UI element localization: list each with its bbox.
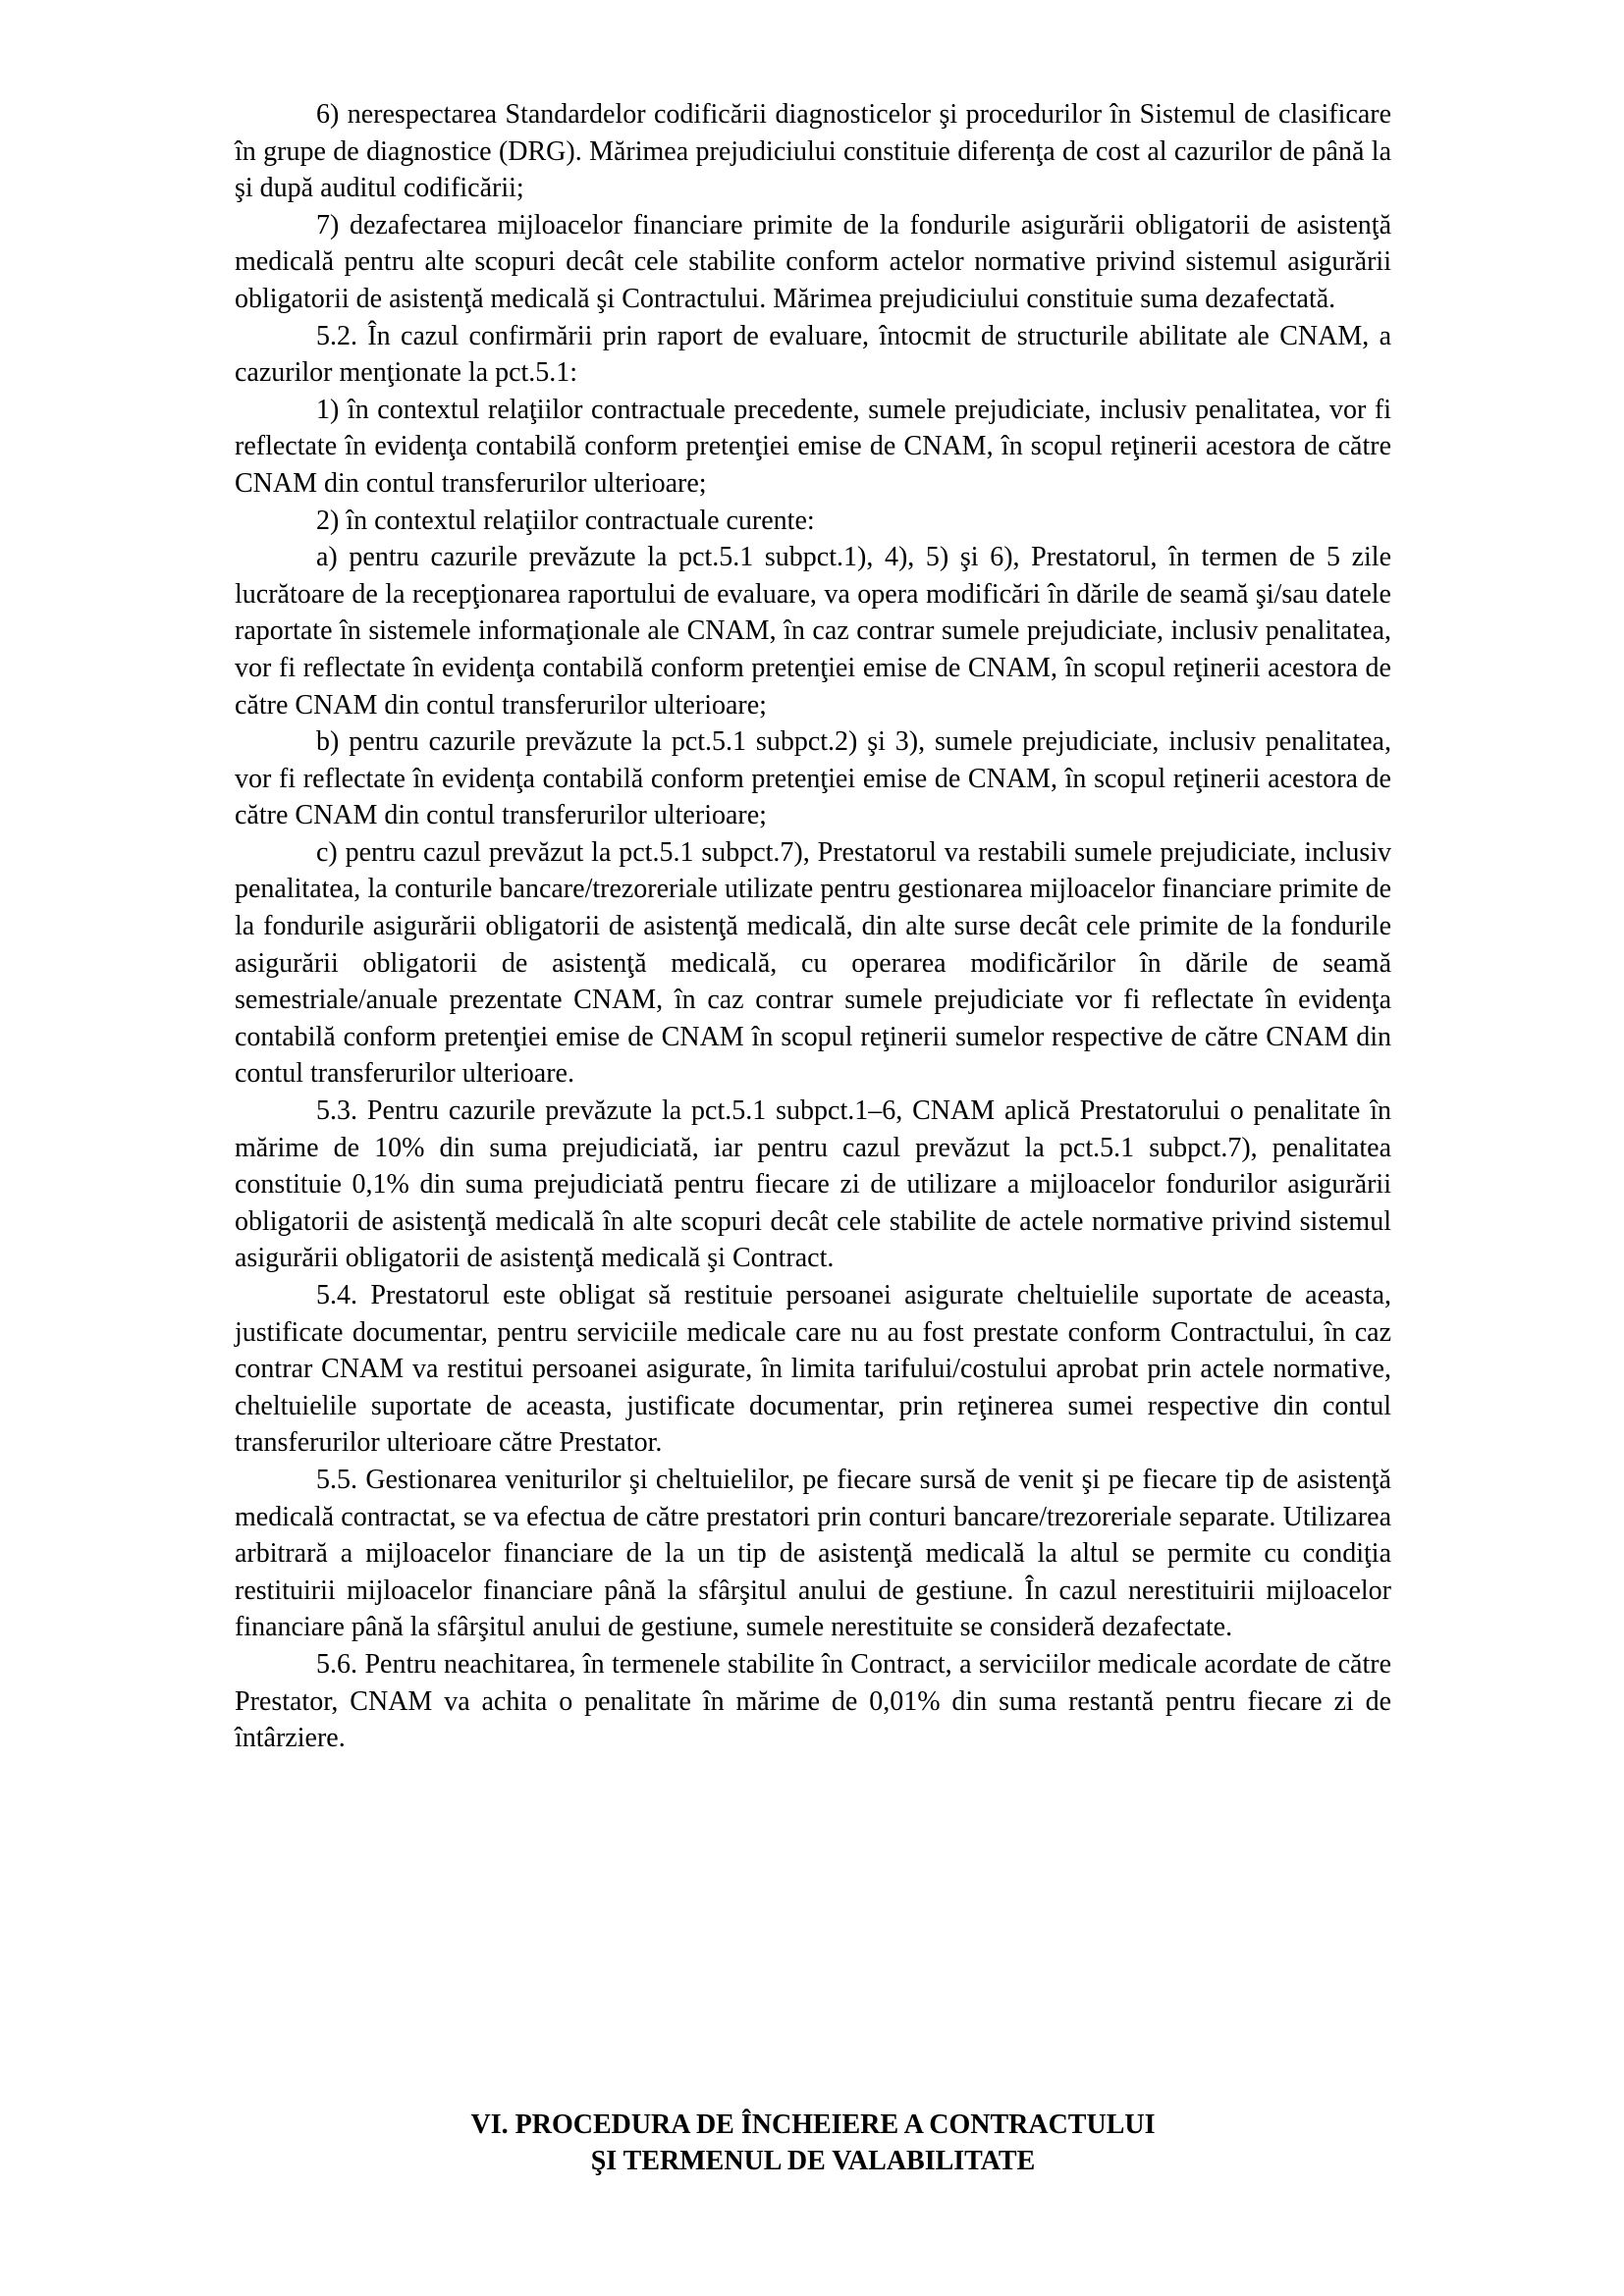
paragraph-5-2: 5.2. În cazul confirmării prin raport de evaluare, întocmit de structurile abilitate ale CNAM, a cazurilor menţionate la pct.5.1: xyxy=(235,320,1391,389)
paragraph-5-5: 5.5. Gestionarea veniturilor şi cheltuielilor, pe fiecare sursă de venit şi pe fiecare tip de asistenţă medicală contractat, se va efectua de către prestatori prin conturi bancare/trezoreriale separate. Utilizarea arbitrară a mijloacelor financiare de la un tip de asistenţă medicală la altul se permite cu condiţia restituirii mijloacelor financiare până la sfârşitul anului de gestiune. În cazul nerestituirii mijloacelor financiare până la sfârşitul anului de gestiune, sumele nerestituite se consideră dezafectate. xyxy=(235,1464,1391,1643)
paragraph-5-4: 5.4. Prestatorul este obligat să restituie persoanei asigurate cheltuielile suportate de aceasta, justificate documentar, pentru serviciile medicale care nu au fost prestate conform Contractului, în caz contrar CNAM va restitui persoanei asigurate, în limita tarifului/costului aprobat prin actele normative, cheltuielile suportate de aceasta, justificate documentar, prin reţinerea sumei respective din contul transferurilor ulterioare către Prestator. xyxy=(235,1280,1391,1459)
paragraph-5-2-point-2-b: b) pentru cazurile prevăzute la pct.5.1 subpct.2) şi 3), sumele prejudiciate, inclusiv penalitatea, vor fi reflectate în evidenţa contabilă conform pretenţiei emise de CNAM, în scopul reţinerii acestora de către CNAM din contul transferurilor ulterioare; xyxy=(235,726,1391,831)
paragraph-5-6: 5.6. Pentru neachitarea, în termenele stabilite în Contract, a serviciilor medicale acordate de către Prestator, CNAM va achita o penalitate în mărime de 0,01% din suma restantă pentru fiecare zi de întârziere. xyxy=(235,1648,1391,1754)
paragraph-5-2-point-2-a: a) pentru cazurile prevăzute la pct.5.1 subpct.1), 4), 5) şi 6), Prestatorul, în termen de 5 zile lucrătoare de la recepţionarea raportului de evaluare, va opera modificări în dările de seamă şi/sau datele raportate în sistemele informaţionale ale CNAM, în caz contrar sumele prejudiciate, inclusiv penalitatea, vor fi reflectate în evidenţa contabilă conform pretenţiei emise de CNAM, în scopul reţinerii acestora de către CNAM din contul transferurilor ulterioare; xyxy=(235,542,1391,721)
paragraph-5-2-point-2: 2) în contextul relaţiilor contractuale curente: xyxy=(316,505,815,536)
section-heading-line-1: VI. PROCEDURA DE ÎNCHEIERE A CONTRACTULUI xyxy=(470,2109,1156,2140)
paragraph-5-3: 5.3. Pentru cazurile prevăzute la pct.5.1 subpct.1–6, CNAM aplică Prestatorului o penalitate în mărime de 10% din suma prejudiciată, iar pentru cazul prevăzut la pct.5.1 subpct.7), penalitatea constituie 0,1% din suma prejudiciată pentru fiecare zi de utilizare a mijloacelor fondurilor asigurării obligatorii de asistenţă medicală în alte scopuri decât cele stabilite de actele normative privind sistemul asigurării obligatorii de asistenţă medicală şi Contract. xyxy=(235,1095,1391,1274)
document-body xyxy=(235,96,1391,1757)
paragraph-5-2-point-2-c: c) pentru cazul prevăzut la pct.5.1 subpct.7), Prestatorul va restabili sumele prejudiciate, inclusiv penalitatea, la conturile bancare/trezoreriale utilizate pentru gestionarea mijloacelor financiare primite de la fondurile asigurării obligatorii de asistenţă medicală, din alte surse decât cele primite de la fondurile asigurării obligatorii de asistenţă medicală, cu operarea modificărilor în dările de seamă semestriale/anuale prezentate CNAM, în caz contrar sumele prejudiciate vor fi reflectate în evidenţa contabilă conform pretenţiei emise de CNAM în scopul reţinerii sumelor respective de către CNAM din contul transferurilor ulterioare. xyxy=(235,836,1391,1090)
section-heading xyxy=(235,2107,1391,2179)
section-heading-line-2: ŞI TERMENUL DE VALABILITATE xyxy=(590,2146,1036,2176)
paragraph-5-2-point-1: 1) în contextul relaţiilor contractuale precedente, sumele prejudiciate, inclusiv penalitatea, vor fi reflectate în evidenţa contabilă conform pretenţiei emise de CNAM, în scopul reţinerii acestora de către CNAM din contul transferurilor ulterioare; xyxy=(235,394,1391,499)
paragraph-item-7: 7) dezafectarea mijloacelor financiare primite de la fondurile asigurării obligatorii de asistenţă medicală pentru alte scopuri decât cele stabilite conform actelor normative privind sistemul asigurării obligatorii de asistenţă medicală şi Contractului. Mărimea prejudiciului constituie suma dezafectată. xyxy=(235,209,1391,314)
paragraph-item-6: 6) nerespectarea Standardelor codificării diagnosticelor şi procedurilor în Sistemul de clasificare în grupe de diagnostice (DRG). Mărimea prejudiciului constituie diferenţa de cost al cazurilor de până la şi după auditul codificării; xyxy=(235,99,1391,204)
